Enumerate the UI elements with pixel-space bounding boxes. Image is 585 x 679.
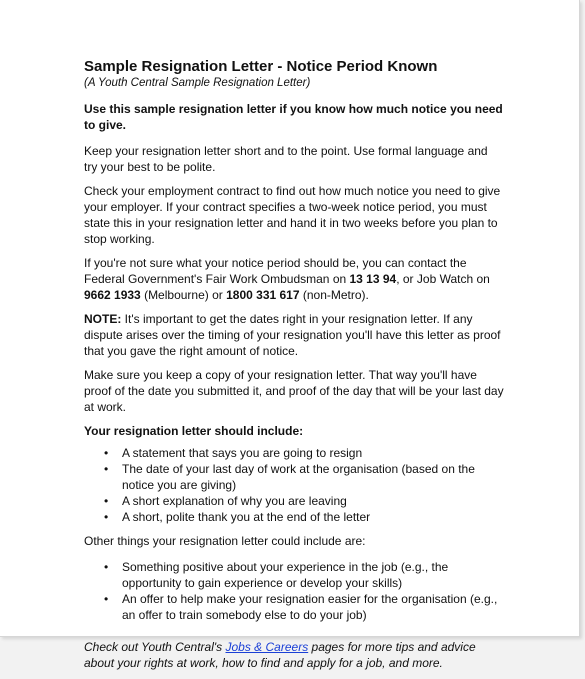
page-title: Sample Resignation Letter - Notice Period Known <box>84 58 438 75</box>
list-item <box>84 445 504 461</box>
note-label: NOTE: <box>84 312 122 326</box>
list-item-text: A short, polite thank you at the end of the letter <box>122 510 371 524</box>
could-include-list <box>84 559 504 623</box>
bullet-icon: • <box>104 592 109 606</box>
contact-text-1: If you're not sure what your notice period should be, you can contact the Federal Government's Fair Work Ombudsman on <box>84 256 467 286</box>
footer-text-pre: Check out Youth Central's <box>84 640 226 654</box>
page-subtitle: (A Youth Central Sample Resignation Letter) <box>84 77 311 89</box>
letter-content <box>84 58 504 679</box>
note-paragraph <box>84 311 504 359</box>
list-item <box>84 461 504 493</box>
job-watch-nonmetro-phone: 1800 331 617 <box>226 288 300 302</box>
should-include-list <box>84 445 504 525</box>
list-item-text: Something positive about your experience in the job (e.g., the opportunity to gain experience or develop your skills) <box>122 560 449 590</box>
should-include-heading: Your resignation letter should include: <box>84 424 304 438</box>
list-item <box>84 591 504 623</box>
job-watch-phone: 9662 1933 <box>84 288 141 302</box>
bullet-icon: • <box>104 446 109 460</box>
paragraph-contact-info <box>84 255 504 303</box>
contact-text-3: (Melbourne) or <box>140 288 227 302</box>
paragraph-check-contract: Check your employment contract to find out how much notice you need to give your employer. If your contract specifies a two-week notice period, you must state this in your resignation letter and hand it in two weeks before you plan to stop working. <box>84 184 501 246</box>
bullet-icon: • <box>104 560 109 574</box>
paragraph-keep-copy: Make sure you keep a copy of your resignation letter. That way you'll have proof of the date you submitted it, and proof of the day that will be your last day at work. <box>84 368 504 414</box>
list-item <box>84 559 504 591</box>
contact-text-2: , or Job Watch on <box>396 272 490 286</box>
list-item-text: An offer to help make your resignation easier for the organisation (e.g., an offer to train somebody else to do your job) <box>122 592 498 622</box>
paragraph-keep-short: Keep your resignation letter short and to the point. Use formal language and try your best to be polite. <box>84 144 488 174</box>
fair-work-phone: 13 13 94 <box>349 272 397 286</box>
footer-text-post: pages for more tips and advice about your rights at work, how to find and apply for a job, and more. <box>84 640 476 670</box>
intro-paragraph: Use this sample resignation letter if you know how much notice you need to give. <box>84 102 503 132</box>
list-item-text: A statement that says you are going to resign <box>122 446 363 460</box>
footer-paragraph <box>84 639 504 671</box>
list-item-text: The date of your last day of work at the organisation (based on the notice you are giving) <box>122 462 475 492</box>
jobs-careers-link[interactable]: Jobs & Careers <box>225 640 309 654</box>
note-text: It's important to get the dates right in your resignation letter. If any dispute arises over the timing of your resignation you'll have this letter as proof that you gave the right amount of notice. <box>84 312 501 358</box>
bullet-icon: • <box>104 510 109 524</box>
list-item <box>84 493 504 509</box>
list-item-text: A short explanation of why you are leaving <box>122 494 347 508</box>
contact-text-4: (non-Metro). <box>299 288 369 302</box>
list-item <box>84 509 504 525</box>
could-include-heading: Other things your resignation letter could include are: <box>84 534 366 548</box>
bullet-icon: • <box>104 462 109 476</box>
bullet-icon: • <box>104 494 109 508</box>
